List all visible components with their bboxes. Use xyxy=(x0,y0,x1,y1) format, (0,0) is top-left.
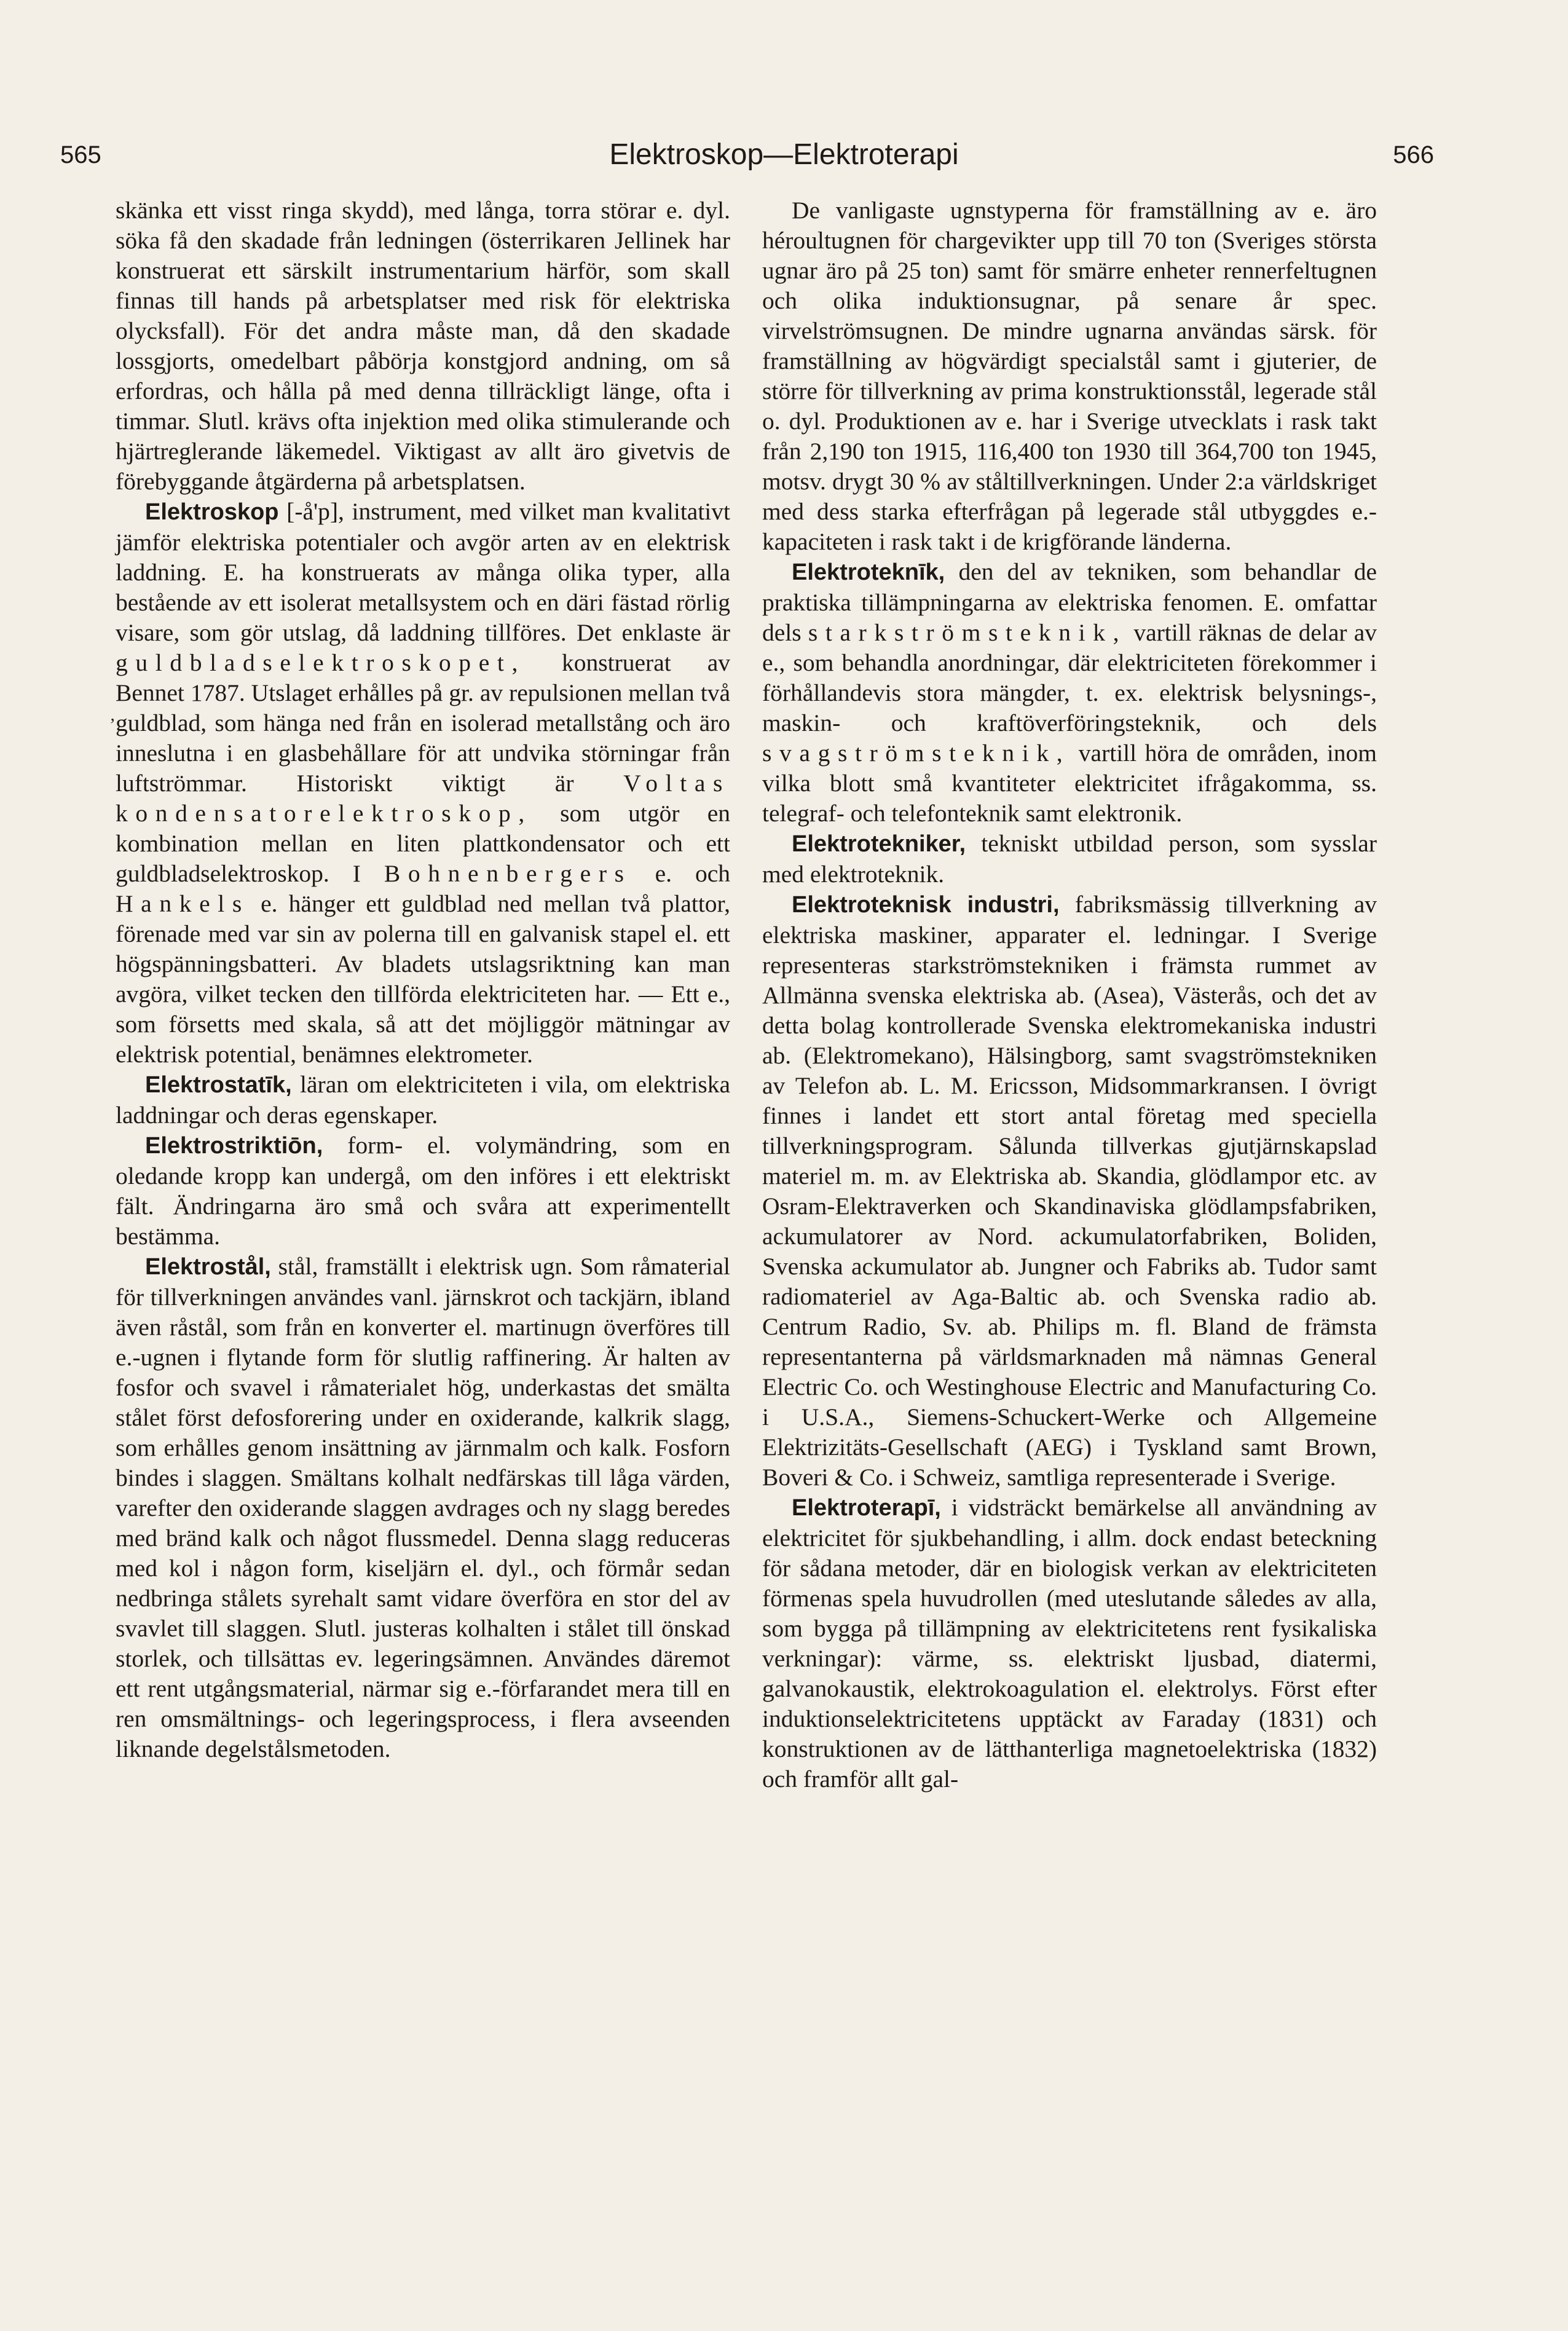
headword: Elektrotekniker, xyxy=(792,831,966,857)
entry-text: tekniskt utbildad person, som sysslar med elektroteknik. xyxy=(762,830,1377,888)
margin-mark: ‚ xyxy=(109,704,116,725)
headword: Elektroskop xyxy=(145,499,279,525)
running-head: Elektroskop—Elektroterapi xyxy=(609,138,959,171)
entry-elektroskop xyxy=(116,497,730,1070)
spaced-term: starkströmsteknik, xyxy=(808,619,1127,646)
entry-elektrostriktion xyxy=(116,1130,730,1252)
entry-text: fabriksmässig tillverkning av elektriska maskiner, apparater el. ledningar. I Sverige representeras starkströmstekniken i främsta rummet av Allmänna svenska elektriska ab. (Asea), Västerås, och det av detta bolag kontrollerade Svenska elektromekaniska industri ab. (Elektromekano), Hälsingborg, samt svagströmstekniken av Telefon ab. L. M. Ericsson, Midsommarkransen. I övrigt finnes i landet ett stort antal företag med speciella tillverkningsprogram. Sålunda tillverkas gjutjärnskapslad materiel m. m. av Elektriska ab. Skandia, glödlampor etc. av Osram-Elektraverken och Skandinaviska glödlampsfabriken, ackumulatorer av Nord. ackumulatorfabriken, Boliden, Svenska ackumulator ab. Jungner och Fabriks ab. Tudor samt radiomateriel av Aga-Baltic ab. och Svenska radio ab. Centrum Radio, Sv. ab. Philips m. fl. Bland de främsta representanterna på världsmarknaden må nämnas General Electric Co. och Westinghouse Electric and Manufacturing Co. i U.S.A., Siemens-Schuckert-Werke och Allgemeine Elektrizitäts-Gesellschaft (AEG) i Tyskland samt Brown, Boveri & Co. i Schweiz, samtliga representerade i Sverige. xyxy=(762,891,1377,1491)
entry-text: konstruerat av Bennet 1787. Utslaget erhålles på gr. av repulsionen mellan två guldblad, som hänga ned från en isolerad metallstång och äro inneslutna i en glasbehållare för att undvika störningar från luftströmmar. Historiskt viktigt är xyxy=(116,649,730,797)
entry-text: e. hänger ett guldblad ned mellan två plattor, förenade med var sin av polerna till en galvanisk stapel el. ett högspänningsbatteri. Av bladets utslagsriktning kan man avgöra, vilket tecken den tillförda elektriciteten har. — Ett e., som försetts med skala, så att det möjliggör mätningar av elektrisk potential, benämnes elektrometer. xyxy=(116,890,731,1068)
entry-text: läran om elektriciteten i vila, om elektriska laddningar och deras egenskaper. xyxy=(116,1071,730,1129)
right-page-number: 566 xyxy=(1393,141,1434,168)
continued-paragraph: skänka ett visst ringa skydd), med långa, torra störar e. dyl. söka få den skadade från ledningen (österrikaren Jellinek har konstruerat ett särskilt instrumentarium härför, som skall finnas till hands på arbetsplatser med risk för elektriska olycksfall). För det andra måste man, då den skadade lossgjorts, omedelbart påbörja konstgjord andning, om så erfordras, och hålla på med denna tillräckligt länge, ofta i timmar. Slutl. krävs ofta injektion med olika stimulerande och hjärtreglerande läkemedel. Viktigast av allt äro givetvis de förebyggande åtgärderna på arbetsplatsen. xyxy=(116,197,730,495)
entry-elektroteknisk-industri xyxy=(762,889,1377,1493)
spaced-term: Hankels xyxy=(116,890,250,917)
headword: Elektrostål, xyxy=(145,1254,271,1280)
entry-elektroteknik xyxy=(762,557,1377,829)
headword: Elektrostatīk, xyxy=(145,1072,292,1098)
continued-paragraph: De vanligaste ugnstyperna för framställning av e. äro héroultugnen för chargevikter upp till 70 ton (Sveriges största ugnar äro på 25 ton) samt för smärre enheter rennerfeltugnen och olika induktionsugnar, på senare år spec. virvelströmsugnen. De mindre ugnarna användas särsk. för framställning av högvärdigt specialstål samt i gjuterier, de större för tillverkning av prima konstruktionsstål, legerade stål o. dyl. Produktionen av e. har i Sverige utvecklats i rask takt från 2,190 ton 1915, 116,400 ton 1930 till 364,700 ton 1945, motsv. drygt 30 % av ståltillverkningen. Under 2:a världskriget med dess starka efterfrågan på legerade stål utbyggdes e.-kapaciteten i rask takt i de krigförande länderna. xyxy=(762,197,1377,555)
entry-text: [-å'p], instrument, med vilket man kvalitativt jämför elektriska potentialer och avgör arten av en elektrisk laddning. E. ha konstruerats av många olika typer, alla bestående av ett isolerat metallsystem och en däri fästad rörlig visare, som gör utslag, då laddning tillföres. Det enklaste är xyxy=(116,498,731,646)
left-page-number: 565 xyxy=(60,141,101,168)
entry-elektrostatik xyxy=(116,1070,730,1130)
page-header xyxy=(0,136,1568,186)
entry-text: vartill räknas de delar av e., som behandla anordningar, där elektriciteten förekommer i förhållandevis stora mängder, t. ex. elektrisk belysnings-, maskin- och kraftöverföringsteknik, och dels xyxy=(762,619,1377,736)
entry-text: i vidsträckt bemärkelse all användning av elektricitet för sjukbehandling, i allm. dock endast beteckning för sådana metoder, där en biologisk verkan av elektriciteten förmenas spela huvudrollen (med uteslutande således av alla, som bygga på tillämpning av elektricitetens rent fysikaliska verkningar): värme, ss. elektriskt ljusbad, diatermi, galvanokaustik, elektrokoagulation el. elektrolys. Först efter induktionselektricitetens upptäckt av Faraday (1831) och konstruktionen av de lätthanterliga magnetoelektriska (1832) och framför allt gal- xyxy=(762,1494,1377,1793)
spaced-term: Voltas kondensatorelektroskop, xyxy=(116,770,731,827)
entry-text: vartill höra de områden, inom vilka blott små kvantiteter elektricitet ifrågakomma, ss. telegraf- och telefonteknik samt elektronik. xyxy=(762,740,1377,827)
headword: Elektrostriktiōn, xyxy=(145,1133,323,1159)
entry-elektrotekniker xyxy=(762,829,1377,889)
spaced-term: guldbladselektroskopet, xyxy=(116,649,526,676)
spaced-term: Bohnenbergers xyxy=(384,860,632,887)
entry-text: form- el. volymändring, som en oledande kropp kan undergå, om den införes i ett elektriskt fält. Ändringarna äro små och svåra att experimentellt bestämma. xyxy=(116,1132,730,1250)
entry-text: stål, framställt i elektrisk ugn. Som råmaterial för tillverkningen användes vanl. järnskrot och tackjärn, ibland även råstål, som från en konverter el. martinugn överföres till e.-ugnen i flytande form för slutlig raffinering. Är halten av fosfor och svavel i råmaterialet hög, underkastas det smälta stålet först defosforering under en oxiderande, kalkrik slagg, som erhålles genom insättning av järnmalm och kalk. Fosforn bindes i slaggen. Smältans kolhalt nedfärskas till låga värden, varefter den oxiderande slaggen avdrages och ny slagg beredes med bränd kalk och något flussmedel. Denna slagg reduceras med kol i någon form, kiseljärn el. dyl., och förmår sedan nedbringa stålets syrehalt samt vidare överföra en stor del av svavlet till slaggen. Slutl. justeras kolhalten i stålet till önskad storlek, och tillsättas ev. legeringsämnen. Användes däremot ett rent utgångsmaterial, närmar sig e.-förfarandet mera till en ren omsmältnings- och legeringsprocess, i flera avseenden liknande degelstålsmetoden. xyxy=(116,1253,731,1762)
entry-elektrostal xyxy=(116,1252,730,1764)
headword: Elektroteknīk, xyxy=(792,559,945,585)
spaced-term: svagströmsteknik, xyxy=(762,740,1071,767)
headword: Elektroteknisk industri, xyxy=(792,892,1060,918)
headword: Elektroterapī, xyxy=(792,1495,941,1521)
right-column xyxy=(762,195,1377,1794)
entry-text: e. och xyxy=(655,860,731,887)
left-column xyxy=(116,195,730,1764)
entry-text: den del av tekniken, som behandlar de praktiska tillämpningarna av elektriska fenomen. E. omfattar dels xyxy=(762,558,1377,646)
entry-text: som utgör en kombination mellan en liten plattkondensator och ett guldbladselektroskop. I xyxy=(116,800,731,887)
entry-elektroterapi xyxy=(762,1493,1377,1794)
